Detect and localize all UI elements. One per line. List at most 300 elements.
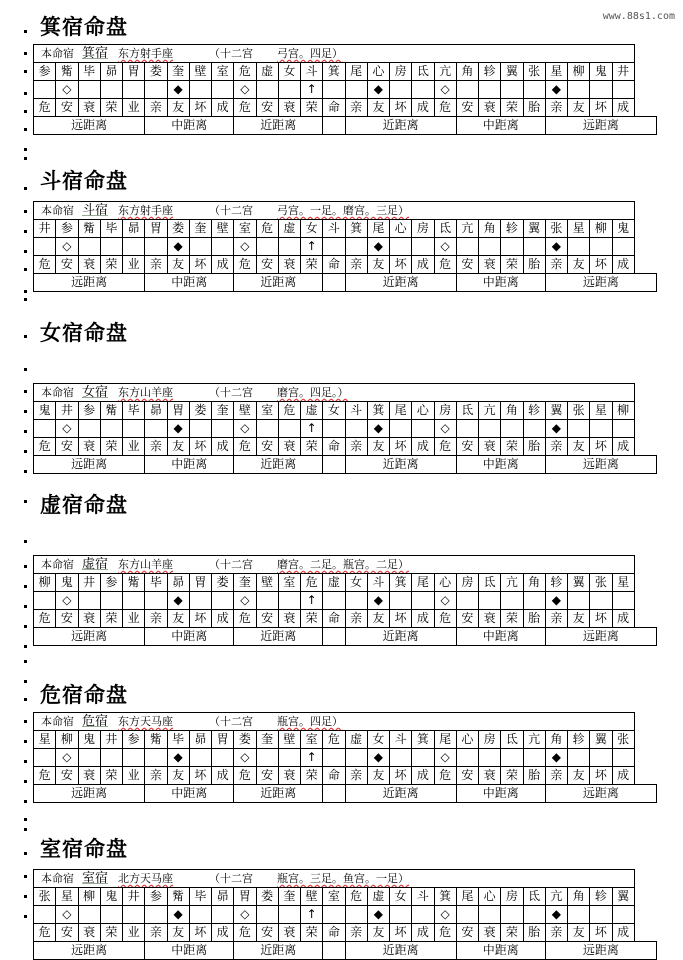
relation-cell: 荣 xyxy=(301,767,323,785)
relation-cell: 成 xyxy=(412,610,434,628)
mansion-cell: 奎 xyxy=(234,574,256,592)
mansion-cell: 胃 xyxy=(145,220,167,238)
mansion-cell: 参 xyxy=(56,220,78,238)
symbol-cell xyxy=(612,906,634,924)
relation-cell: 衰 xyxy=(78,438,100,456)
relation-cell: 荣 xyxy=(501,924,523,942)
symbol-cell xyxy=(323,906,345,924)
relation-cell: 衰 xyxy=(78,99,100,117)
mansion-cell: 柳 xyxy=(56,731,78,749)
mansion-cell: 角 xyxy=(479,220,501,238)
palace-label: （十二宫 xyxy=(209,558,254,571)
mansion-cell: 壁 xyxy=(301,888,323,906)
symbol-cell xyxy=(345,906,367,924)
symbol-cell xyxy=(100,81,122,99)
symbol-cell: ↑ xyxy=(301,81,323,99)
symbol-cell xyxy=(145,592,167,610)
palace-label: （十二宫 xyxy=(209,47,254,60)
relation-cell: 友 xyxy=(568,767,590,785)
symbol-cell xyxy=(390,906,412,924)
mansion-cell: 亢 xyxy=(545,888,567,906)
symbol-cell xyxy=(145,749,167,767)
mansion-table xyxy=(33,201,657,292)
relation-cell: 衰 xyxy=(278,610,300,628)
relation-cell: 荣 xyxy=(100,438,122,456)
info-row xyxy=(34,45,635,63)
symbol-cell xyxy=(479,906,501,924)
mansion-cell: 张 xyxy=(34,888,56,906)
symbol-cell xyxy=(479,592,501,610)
relation-cell: 友 xyxy=(367,924,389,942)
relation-cell: 坏 xyxy=(189,256,211,274)
relation-cell: 危 xyxy=(234,767,256,785)
symbol-cell xyxy=(323,81,345,99)
relation-cell: 坏 xyxy=(590,767,612,785)
bullet-marker xyxy=(24,780,27,783)
mansion-cell: 斗 xyxy=(301,63,323,81)
relation-cell: 荣 xyxy=(501,256,523,274)
relation-cell: 坏 xyxy=(390,610,412,628)
relation-cell: 坏 xyxy=(390,767,412,785)
relation-cell: 危 xyxy=(234,99,256,117)
relation-cell: 亲 xyxy=(545,610,567,628)
mansion-cell: 氐 xyxy=(456,402,478,420)
symbol-cell: ◇ xyxy=(434,81,456,99)
mansion-cell: 奎 xyxy=(212,402,234,420)
mansion-cell: 心 xyxy=(390,220,412,238)
symbol-cell: ◆ xyxy=(545,592,567,610)
relation-cell: 友 xyxy=(367,610,389,628)
mansion-cell: 氐 xyxy=(501,731,523,749)
relation-cell: 命 xyxy=(323,256,345,274)
symbol-cell xyxy=(568,420,590,438)
relation-cell: 亲 xyxy=(345,256,367,274)
symbol-cell xyxy=(523,420,545,438)
relation-cell: 亲 xyxy=(145,767,167,785)
symbol-cell xyxy=(256,592,278,610)
relation-cell: 成 xyxy=(412,924,434,942)
zodiac-text: 北方天马座 xyxy=(118,872,174,885)
symbol-cell: ◆ xyxy=(367,238,389,256)
mansion-table xyxy=(33,383,657,474)
bullet-marker xyxy=(24,157,27,160)
symbol-cell xyxy=(345,81,367,99)
info-row xyxy=(34,713,635,731)
relation-cell: 荣 xyxy=(301,610,323,628)
distance-cell: 中距离 xyxy=(456,117,545,135)
distance-cell: 近距离 xyxy=(345,274,456,292)
mansion-cell: 毕 xyxy=(123,402,145,420)
mansion-cell: 奎 xyxy=(189,220,211,238)
mansion-cell: 亢 xyxy=(479,402,501,420)
relation-cell: 荣 xyxy=(301,256,323,274)
symbol-cell xyxy=(523,592,545,610)
mansion-cell: 翼 xyxy=(501,63,523,81)
symbol-cell xyxy=(100,238,122,256)
relation-cell: 成 xyxy=(212,99,234,117)
relation-cell: 胎 xyxy=(523,767,545,785)
symbol-cell xyxy=(212,749,234,767)
bullet-marker xyxy=(24,760,27,763)
mansion-cell: 壁 xyxy=(189,63,211,81)
relation-cell: 安 xyxy=(456,610,478,628)
mansion-cell: 尾 xyxy=(367,220,389,238)
symbol-cell: ◆ xyxy=(545,81,567,99)
relation-cell: 衰 xyxy=(479,99,501,117)
relation-cell: 成 xyxy=(412,767,434,785)
relation-cell: 命 xyxy=(323,438,345,456)
symbol-cell xyxy=(568,81,590,99)
relation-cell: 危 xyxy=(434,438,456,456)
symbol-cell: ◇ xyxy=(56,238,78,256)
bullet-marker xyxy=(24,565,27,568)
relation-cell: 友 xyxy=(568,256,590,274)
relation-cell: 亲 xyxy=(345,767,367,785)
symbol-cell xyxy=(590,749,612,767)
relation-cell: 亲 xyxy=(145,610,167,628)
relation-cell: 胎 xyxy=(523,610,545,628)
distance-cell: 近距离 xyxy=(234,785,323,803)
bullet-marker xyxy=(24,250,27,253)
relation-cell: 坏 xyxy=(590,256,612,274)
distance-cell: 远距离 xyxy=(545,117,656,135)
mansion-cell: 氐 xyxy=(523,888,545,906)
mansion-cell: 娄 xyxy=(212,574,234,592)
relation-cell: 亲 xyxy=(345,610,367,628)
relation-cell: 危 xyxy=(234,924,256,942)
zodiac-text: 东方天马座 xyxy=(118,715,174,728)
symbol-cell xyxy=(34,81,56,99)
relation-cell: 衰 xyxy=(479,256,501,274)
relation-cell: 胎 xyxy=(523,256,545,274)
mansion-cell: 室 xyxy=(301,731,323,749)
bullet-marker xyxy=(24,70,27,73)
symbol-cell xyxy=(612,81,634,99)
distance-cell: 远距离 xyxy=(545,785,656,803)
relation-cell: 友 xyxy=(367,99,389,117)
distance-cell: 远距离 xyxy=(34,117,145,135)
symbol-cell: ◇ xyxy=(56,81,78,99)
distance-cell: 中距离 xyxy=(456,942,545,960)
mansion-cell: 尾 xyxy=(434,731,456,749)
mansion-cell: 虚 xyxy=(301,402,323,420)
bullet-marker xyxy=(24,875,27,878)
relation-cell: 荣 xyxy=(501,767,523,785)
symbol-cell xyxy=(612,238,634,256)
relation-cell: 衰 xyxy=(278,256,300,274)
symbol-cell xyxy=(145,81,167,99)
mansion-cell: 房 xyxy=(434,402,456,420)
symbol-cell xyxy=(100,906,122,924)
mansion-cell: 虚 xyxy=(278,220,300,238)
relation-cell: 业 xyxy=(123,767,145,785)
symbol-cell xyxy=(189,238,211,256)
symbol-cell xyxy=(189,749,211,767)
relation-cell: 成 xyxy=(612,610,634,628)
mansion-cell: 亢 xyxy=(523,731,545,749)
mansion-cell: 柳 xyxy=(612,402,634,420)
relation-cell: 坏 xyxy=(590,99,612,117)
mansion-cell: 昴 xyxy=(212,888,234,906)
palace-label: （十二宫 xyxy=(209,204,254,217)
mansion-cell: 氐 xyxy=(479,574,501,592)
symbol-cell: ◆ xyxy=(545,749,567,767)
mansion-cell: 虚 xyxy=(345,731,367,749)
relation-cell: 友 xyxy=(167,256,189,274)
relation-cell: 成 xyxy=(412,438,434,456)
symbol-cell xyxy=(278,592,300,610)
relation-cell: 坏 xyxy=(590,924,612,942)
bullet-marker xyxy=(24,605,27,608)
mansion-cell: 危 xyxy=(278,402,300,420)
mansion-cell: 危 xyxy=(323,731,345,749)
symbol-cell xyxy=(123,81,145,99)
mansion-cell: 危 xyxy=(301,574,323,592)
mansion-cell: 亢 xyxy=(434,63,456,81)
mansion-cell: 女 xyxy=(278,63,300,81)
symbol-cell xyxy=(345,420,367,438)
mansion-cell: 胃 xyxy=(167,402,189,420)
mansion-cell: 昴 xyxy=(189,731,211,749)
symbol-cell xyxy=(501,420,523,438)
symbol-cell: ◇ xyxy=(434,592,456,610)
symbol-cell xyxy=(256,238,278,256)
mansion-cell: 心 xyxy=(479,888,501,906)
symbol-cell xyxy=(390,81,412,99)
mansion-cell: 胃 xyxy=(234,888,256,906)
mansion-cell: 星 xyxy=(568,220,590,238)
symbol-cell: ◇ xyxy=(56,420,78,438)
symbol-cell xyxy=(78,81,100,99)
mansion-cell: 尾 xyxy=(390,402,412,420)
mansion-cell: 毕 xyxy=(100,220,122,238)
relation-cell: 安 xyxy=(256,767,278,785)
mansion-cell: 翼 xyxy=(590,731,612,749)
bullet-marker xyxy=(24,410,27,413)
mansion-cell: 井 xyxy=(56,402,78,420)
mansion-table xyxy=(33,712,657,803)
distance-cell: 中距离 xyxy=(145,942,234,960)
mansion-cell: 星 xyxy=(612,574,634,592)
relation-cell: 坏 xyxy=(590,438,612,456)
relation-cell: 坏 xyxy=(189,924,211,942)
mansion-cell: 壁 xyxy=(212,220,234,238)
symbol-cell xyxy=(412,238,434,256)
natal-mansion-name: 室宿 xyxy=(82,871,109,886)
relation-cell: 坏 xyxy=(189,767,211,785)
palace-detail: 弓宫。一足。磨宫。三足） xyxy=(277,204,410,217)
distance-cell: 远距离 xyxy=(34,456,145,474)
relation-cell: 安 xyxy=(56,438,78,456)
symbol-cell: ◆ xyxy=(545,420,567,438)
symbol-cell xyxy=(323,420,345,438)
mansion-cell: 井 xyxy=(612,63,634,81)
distance-cell: 中距离 xyxy=(456,274,545,292)
symbol-cell xyxy=(612,749,634,767)
symbol-cell xyxy=(34,238,56,256)
symbol-cell xyxy=(123,420,145,438)
symbol-cell: ◇ xyxy=(234,238,256,256)
relation-cell: 安 xyxy=(56,767,78,785)
mansion-cell: 翼 xyxy=(545,402,567,420)
symbol-cell xyxy=(78,906,100,924)
symbol-cell: ◇ xyxy=(234,749,256,767)
mansion-cell: 翼 xyxy=(523,220,545,238)
symbol-cell xyxy=(501,906,523,924)
relation-cell: 友 xyxy=(167,438,189,456)
distance-cell: 近距离 xyxy=(234,942,323,960)
relation-cell: 安 xyxy=(256,610,278,628)
symbol-cell: ◆ xyxy=(167,238,189,256)
symbol-cell xyxy=(100,592,122,610)
relation-cell: 衰 xyxy=(278,924,300,942)
mansion-cell: 胃 xyxy=(189,574,211,592)
symbol-cell xyxy=(568,749,590,767)
symbol-cell: ↑ xyxy=(301,749,323,767)
relation-cell: 友 xyxy=(367,767,389,785)
symbol-cell xyxy=(34,749,56,767)
distance-cell: 中距离 xyxy=(145,117,234,135)
mansion-cell: 昴 xyxy=(123,220,145,238)
relation-cell: 危 xyxy=(434,256,456,274)
relation-cell: 亲 xyxy=(345,924,367,942)
mansion-cell: 尾 xyxy=(345,63,367,81)
relation-cell: 命 xyxy=(323,99,345,117)
symbol-cell xyxy=(590,592,612,610)
mansion-cell: 鬼 xyxy=(100,888,122,906)
relation-cell: 友 xyxy=(167,767,189,785)
mansion-cell: 井 xyxy=(78,574,100,592)
relation-cell: 危 xyxy=(34,256,56,274)
relation-cell: 衰 xyxy=(78,924,100,942)
section-title: 虚宿命盘 xyxy=(40,492,128,517)
mansion-cell: 娄 xyxy=(256,888,278,906)
relation-cell: 衰 xyxy=(78,610,100,628)
palace-detail: 磨宫。二足。瓶宫。二足） xyxy=(277,558,410,571)
relation-cell: 亲 xyxy=(145,99,167,117)
relation-cell: 友 xyxy=(367,256,389,274)
distance-cell: 中距离 xyxy=(145,274,234,292)
mansion-cell: 虚 xyxy=(323,574,345,592)
mansion-table xyxy=(33,869,657,960)
symbol-cell xyxy=(278,238,300,256)
relation-cell: 胎 xyxy=(523,99,545,117)
distance-cell: 中距离 xyxy=(145,456,234,474)
relation-cell: 安 xyxy=(256,924,278,942)
relation-cell: 亲 xyxy=(145,256,167,274)
info-row xyxy=(34,870,635,888)
mansion-table xyxy=(33,555,657,646)
mansion-cell: 毕 xyxy=(78,63,100,81)
relation-cell: 成 xyxy=(612,99,634,117)
relation-cell: 荣 xyxy=(100,924,122,942)
symbol-cell xyxy=(456,420,478,438)
relation-cell: 友 xyxy=(367,438,389,456)
mansion-cell: 斗 xyxy=(412,888,434,906)
relation-cell: 安 xyxy=(256,99,278,117)
mansion-cell: 娄 xyxy=(145,63,167,81)
relation-cell: 友 xyxy=(568,610,590,628)
mansion-cell: 室 xyxy=(234,220,256,238)
info-label: 本命宿 xyxy=(41,204,74,217)
mansion-cell: 房 xyxy=(479,731,501,749)
bullet-marker xyxy=(24,828,27,831)
symbol-cell xyxy=(78,592,100,610)
mansion-cell: 箕 xyxy=(367,402,389,420)
section-title: 箕宿命盘 xyxy=(40,14,128,39)
info-label: 本命宿 xyxy=(41,872,74,885)
symbol-cell xyxy=(100,420,122,438)
symbol-cell: ◆ xyxy=(167,420,189,438)
relation-cell: 安 xyxy=(56,610,78,628)
symbol-cell xyxy=(212,81,234,99)
symbol-cell xyxy=(123,906,145,924)
mansion-cell: 心 xyxy=(367,63,389,81)
symbol-cell xyxy=(390,749,412,767)
relation-cell: 成 xyxy=(612,924,634,942)
relation-cell: 成 xyxy=(212,256,234,274)
mansion-cell: 房 xyxy=(456,574,478,592)
symbol-cell xyxy=(189,420,211,438)
distance-cell: 中距离 xyxy=(456,785,545,803)
relation-cell: 危 xyxy=(34,767,56,785)
relation-cell: 成 xyxy=(212,924,234,942)
symbol-cell xyxy=(412,906,434,924)
symbol-cell xyxy=(345,592,367,610)
symbol-cell: ◇ xyxy=(234,420,256,438)
relation-cell: 危 xyxy=(434,924,456,942)
symbol-cell xyxy=(501,592,523,610)
mansion-cell: 女 xyxy=(367,731,389,749)
relation-cell: 荣 xyxy=(100,767,122,785)
mansion-cell: 尾 xyxy=(456,888,478,906)
bullet-marker xyxy=(24,335,27,338)
relation-cell: 成 xyxy=(612,767,634,785)
symbol-cell xyxy=(256,749,278,767)
mansion-cell: 亢 xyxy=(501,574,523,592)
symbol-cell xyxy=(323,749,345,767)
palace-detail: 瓶宫。三足。鱼宫。一足） xyxy=(277,872,410,885)
mansion-cell: 鬼 xyxy=(612,220,634,238)
mansion-cell: 觜 xyxy=(145,731,167,749)
mansion-cell: 奎 xyxy=(278,888,300,906)
symbol-cell xyxy=(412,749,434,767)
mansion-cell: 柳 xyxy=(590,220,612,238)
symbol-cell xyxy=(523,238,545,256)
bullet-marker xyxy=(24,230,27,233)
relation-cell: 荣 xyxy=(301,438,323,456)
distance-cell: 中距离 xyxy=(456,456,545,474)
natal-mansion-name: 箕宿 xyxy=(82,46,109,61)
natal-mansion-name: 虚宿 xyxy=(82,557,109,572)
symbol-cell xyxy=(412,420,434,438)
mansion-cell: 奎 xyxy=(167,63,189,81)
relation-cell: 安 xyxy=(56,99,78,117)
mansion-cell: 昴 xyxy=(145,402,167,420)
mansion-cell: 娄 xyxy=(189,402,211,420)
symbol-cell: ◆ xyxy=(367,749,389,767)
symbol-cell xyxy=(189,906,211,924)
symbol-cell: ◇ xyxy=(234,592,256,610)
palace-detail: 瓶宫。四足） xyxy=(277,715,344,728)
bullet-marker xyxy=(24,298,27,301)
symbol-cell xyxy=(78,749,100,767)
symbol-cell xyxy=(456,749,478,767)
symbol-cell xyxy=(390,592,412,610)
symbol-cell xyxy=(145,238,167,256)
symbol-cell xyxy=(456,81,478,99)
natal-mansion-name: 危宿 xyxy=(82,714,109,729)
